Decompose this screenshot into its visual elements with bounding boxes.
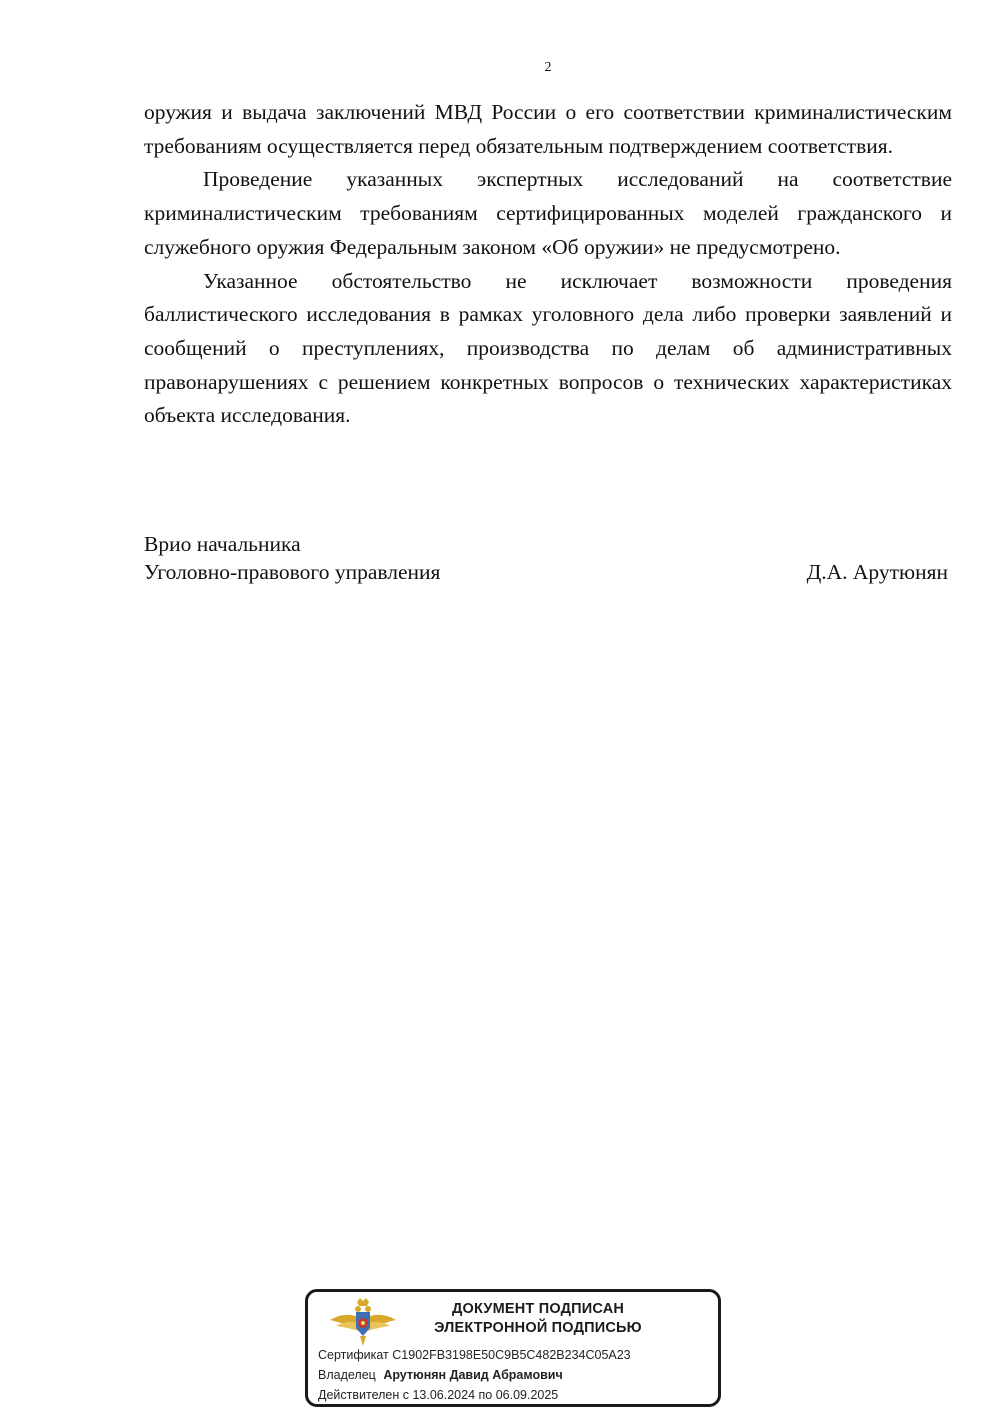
signature-block <box>144 530 948 586</box>
owner-label: Владелец <box>318 1368 376 1382</box>
certificate-line <box>318 1348 631 1362</box>
owner-line <box>318 1368 563 1382</box>
page-number: 2 <box>544 60 552 75</box>
certificate-label: Сертификат <box>318 1348 389 1362</box>
validity-line: Действителен с 13.06.2024 по 06.09.2025 <box>318 1388 559 1402</box>
stamp-title-line1: ДОКУМЕНТ ПОДПИСАН <box>451 1301 625 1317</box>
stamp-title <box>398 1300 678 1338</box>
paragraph-continuation: оружия и выдача заключений МВД России о его соответствии криминалистическим требованиям осуществляется перед обязательным подтверждением соответствия. <box>144 100 952 158</box>
signatory-name: Д.А. Арутюнян <box>806 560 948 584</box>
certificate-value: C1902FB3198E50C9B5C482B234C05A23 <box>392 1348 631 1362</box>
document-body <box>144 96 952 433</box>
owner-value: Арутюнян Давид Абрамович <box>383 1368 563 1382</box>
paragraph-expert-research: Проведение указанных экспертных исследований на соответствие криминалистическим требованиям сертифицированных моделей гражданского и служебного оружия Федеральным законом «Об оружии» не предусмотрено. <box>144 167 952 259</box>
signatory-position-line2: Уголовно-правового управления <box>144 560 441 584</box>
electronic-signature-stamp <box>305 1289 721 1407</box>
signatory-position-line1: Врио начальника <box>144 532 301 556</box>
signature-row <box>144 558 948 586</box>
stamp-title-line2: ЭЛЕКТРОННОЙ ПОДПИСЬЮ <box>434 1320 642 1336</box>
paragraph-ballistic-research: Указанное обстоятельство не исключает возможности проведения баллистического исследования в рамках уголовного дела либо проверки заявлений и сообщений о преступлениях, производства по делам об административных правонарушениях с решением конкретных вопросов о технических характеристиках объекта исследования. <box>144 268 952 428</box>
mvd-eagle-emblem-icon <box>328 1296 398 1348</box>
